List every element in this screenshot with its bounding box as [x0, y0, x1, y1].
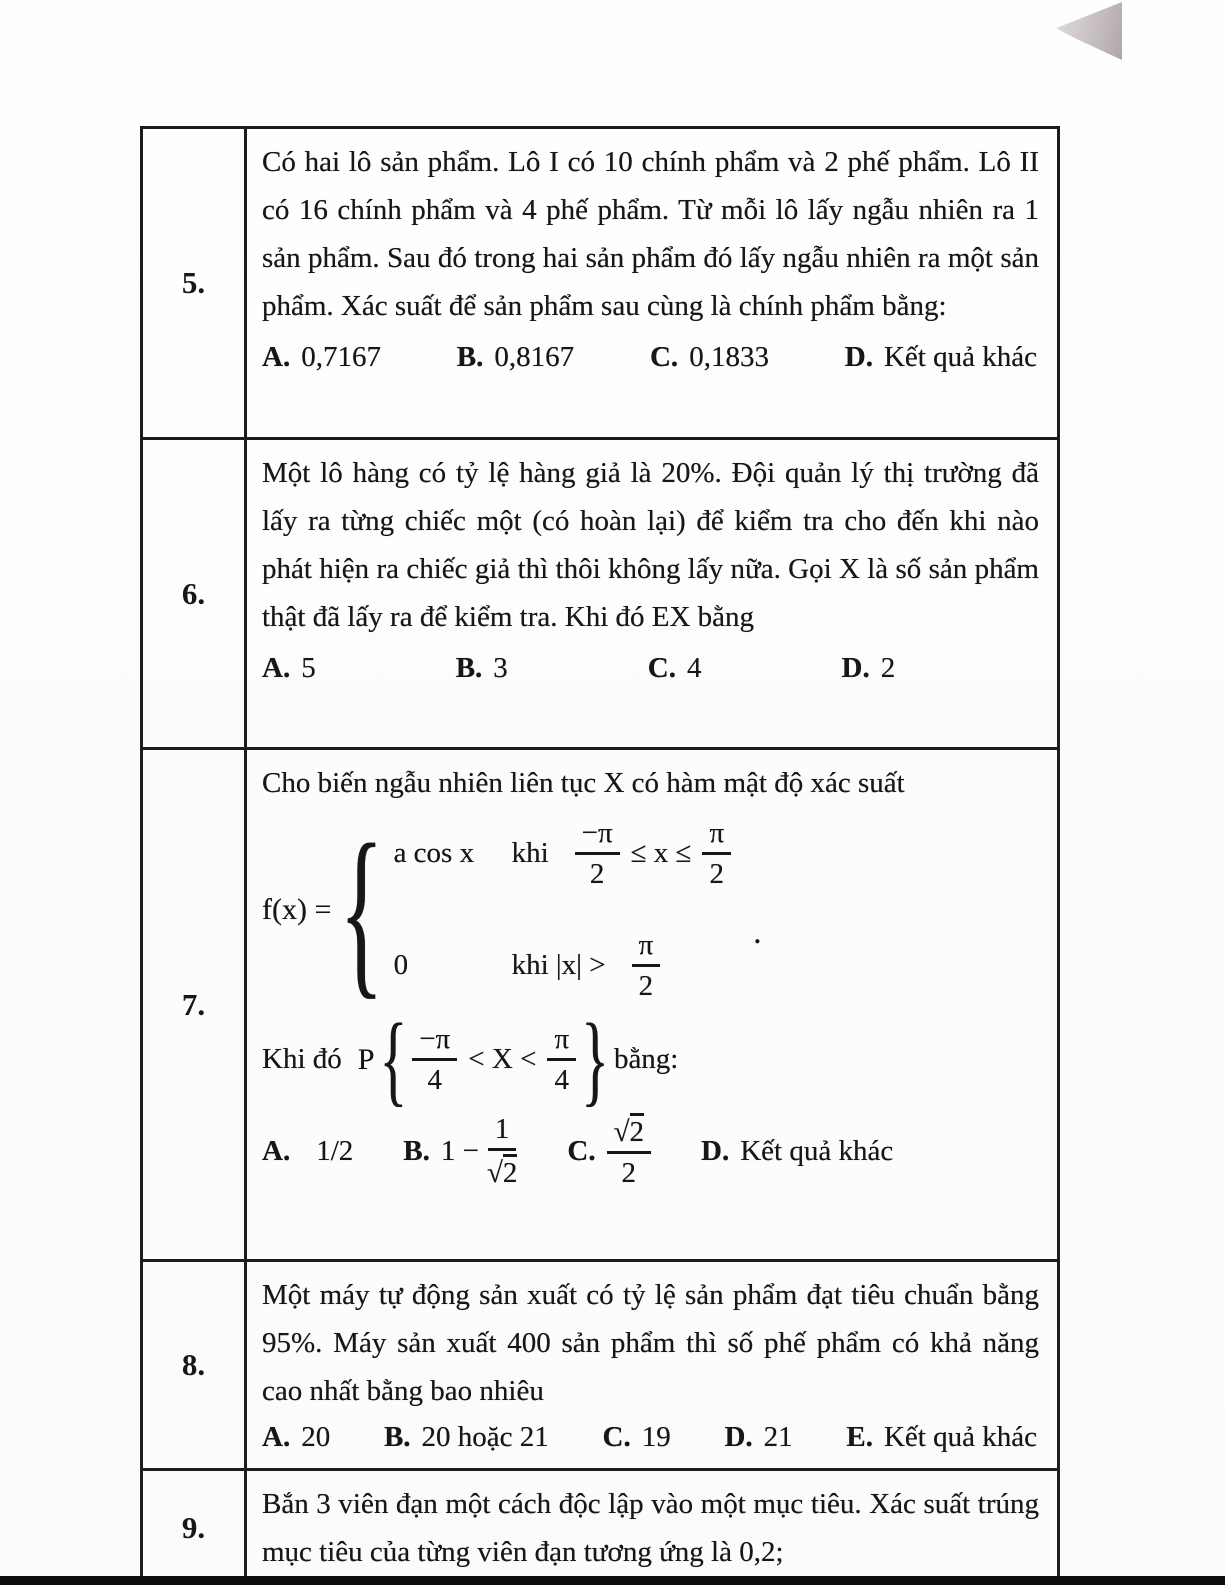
sqrt-expression: [614, 1113, 644, 1148]
fraction: [412, 1023, 457, 1097]
answer-text: 19: [641, 1421, 671, 1453]
answer-label: B.: [455, 652, 483, 684]
answer-label: C.: [567, 1134, 596, 1167]
answer-text: 0,1833: [689, 341, 769, 373]
question-number: 9.: [181, 1510, 206, 1545]
case-expression: a cos x: [393, 837, 475, 870]
answer-label: C.: [647, 652, 676, 684]
case-1: [394, 817, 732, 891]
question-content-cell: [247, 1471, 1057, 1585]
answer-label: B.: [383, 1421, 411, 1453]
answer-text: Kết quả khác: [740, 1134, 894, 1167]
formula-period: .: [753, 913, 762, 951]
answer-label: E.: [846, 1421, 873, 1453]
answer-option: [650, 341, 769, 374]
answer-label: B.: [456, 341, 484, 373]
fraction: [575, 817, 620, 891]
answer-option: [701, 1135, 893, 1168]
probability-expression: [262, 1002, 1039, 1116]
answer-label: D.: [701, 1134, 730, 1167]
fraction-numerator: π: [547, 1023, 576, 1061]
fraction-denominator: 4: [554, 1064, 570, 1097]
fraction-denominator: [487, 1151, 517, 1189]
fraction-numerator: −π: [575, 817, 620, 855]
question-table: [140, 126, 1060, 1585]
answer-option: [648, 652, 702, 685]
answer-text: 0,7167: [301, 341, 381, 373]
answer-option: [262, 652, 316, 685]
question-row-7: [143, 750, 1057, 1262]
fraction-denominator: 2: [709, 858, 725, 891]
question-body: Có hai lô sản phẩm. Lô I có 10 chính phẩm và 2 phế phẩm. Lô II có 16 chính phẩm và 4 phế phẩm. Từ mỗi lô lấy ngẫu nhiên ra 1 sản phẩm. Sau đó trong hai sản phẩm đó lấy ngẫu nhiên ra một sản phẩm. Xác suất để sản phẩm sau cùng là chính phẩm bằng:: [262, 146, 1039, 322]
close-brace: }: [581, 1002, 609, 1116]
answer-label: D.: [844, 341, 873, 373]
answer-text: 4: [687, 652, 702, 684]
question-row-6: [143, 440, 1057, 750]
prob-prefix: Khi đó: [262, 1043, 342, 1076]
case-2: [394, 929, 732, 1003]
answer-label: A.: [262, 1134, 291, 1167]
piecewise-density-formula: [262, 805, 1039, 1015]
fraction: [487, 1113, 517, 1190]
fraction-denominator: 4: [427, 1064, 443, 1097]
answer-label: A.: [262, 652, 291, 684]
question-row-8: [143, 1262, 1057, 1471]
answer-label: D.: [724, 1421, 753, 1453]
question-row-9: [143, 1471, 1057, 1585]
answer-option: [457, 341, 574, 374]
fraction-denominator: 2: [589, 858, 605, 891]
answer-label: A.: [262, 1421, 291, 1453]
fraction-denominator: 2: [621, 1157, 637, 1190]
formula-lhs: f(x) =: [262, 892, 332, 926]
case-brace: {: [339, 805, 384, 1015]
sqrt-expression: [487, 1154, 517, 1189]
answer-text: 5: [301, 652, 316, 684]
answer-row: [262, 1421, 1039, 1454]
question-content-cell: [247, 1262, 1057, 1468]
answer-option: [846, 1421, 1037, 1454]
answer-row: [262, 1113, 1039, 1190]
answer-option: [845, 341, 1037, 374]
question-content-cell: [247, 750, 1057, 1259]
fraction-numerator: π: [632, 929, 661, 967]
radicand: 2: [503, 1154, 518, 1189]
answer-option: [403, 1113, 517, 1190]
fraction-numerator: −π: [412, 1023, 457, 1061]
open-brace: {: [379, 1002, 408, 1116]
question-number-cell: [143, 1471, 247, 1585]
question-content-cell: [247, 440, 1057, 747]
fraction-numerator: π: [702, 817, 731, 855]
answer-label: B.: [403, 1134, 430, 1167]
answer-option: [567, 1113, 651, 1190]
question-row-5: [143, 129, 1057, 440]
fraction: [607, 1113, 651, 1190]
question-content-cell: [247, 129, 1057, 437]
answer-option: [603, 1421, 671, 1454]
answer-label: A.: [262, 341, 291, 373]
prob-symbol: P: [357, 1042, 375, 1076]
answer-option: [262, 341, 381, 374]
scan-bottom-edge-artifact: [0, 1576, 1225, 1585]
question-number: 7.: [181, 986, 206, 1022]
prob-suffix: bằng:: [613, 1043, 679, 1076]
fraction: [702, 817, 731, 891]
fraction: [632, 929, 661, 1003]
relation: ≤ x ≤: [630, 837, 692, 870]
answer-row: [262, 341, 1039, 374]
question-intro: Cho biến ngẫu nhiên liên tục X có hàm mật độ xác suất: [262, 767, 905, 799]
answer-text: 0,8167: [494, 341, 575, 373]
answer-option: [842, 652, 896, 685]
case-condition-word: khi |x| >: [511, 949, 606, 982]
answer-label: C.: [649, 341, 679, 373]
question-number: 6.: [181, 575, 206, 611]
case-expression: 0: [393, 949, 409, 982]
question-body: Một lô hàng có tỷ lệ hàng giả là 20%. Đội quản lý thị trường đã lấy ra từng chiếc một (có hoàn lại) để kiểm tra cho đến khi nào phát hiện ra chiếc giả thì thôi không lấy nữa. Gọi X là số sản phẩm thật đã lấy ra để kiểm tra. Khi đó EX bằng: [262, 457, 1039, 633]
question-number-cell: [143, 750, 247, 1259]
answer-text: 3: [493, 652, 508, 684]
case-condition-word: khi: [511, 837, 549, 870]
answer-option: [724, 1421, 792, 1454]
answer-text: Kết quả khác: [883, 341, 1037, 373]
relation: < X <: [468, 1043, 537, 1076]
answer-row: [262, 652, 1039, 685]
answer-option: [384, 1421, 549, 1454]
fraction-numerator: [607, 1113, 651, 1154]
question-number-cell: [143, 129, 247, 437]
question-number: 5.: [181, 265, 206, 300]
answer-label: C.: [602, 1421, 631, 1453]
question-body: Một máy tự động sản xuất có tỷ lệ sản phẩm đạt tiêu chuẩn bằng 95%. Máy sản xuất 400 sản phẩm thì số phế phẩm có khả năng cao nhất bằng bao nhiêu: [262, 1279, 1039, 1407]
answer-text: 21: [763, 1421, 793, 1453]
answer-text: 1 −: [440, 1134, 479, 1167]
answer-option: [456, 652, 508, 685]
radical-sign: √: [486, 1157, 503, 1190]
question-number-cell: [143, 1262, 247, 1468]
answer-text: 1/2: [316, 1134, 354, 1167]
radical-sign: √: [613, 1115, 630, 1148]
fraction: [547, 1023, 576, 1097]
answer-text: 20 hoặc 21: [421, 1421, 549, 1453]
answer-text: 20: [301, 1421, 331, 1453]
fraction-denominator: 2: [638, 970, 654, 1003]
answer-option: [262, 1135, 353, 1168]
fraction-numerator: 1: [488, 1113, 517, 1151]
question-number-cell: [143, 440, 247, 747]
radicand: 2: [630, 1113, 645, 1148]
question-body: Bắn 3 viên đạn một cách độc lập vào một mục tiêu. Xác suất trúng mục tiêu của từng viên đạn tương ứng là 0,2;: [262, 1488, 1039, 1568]
answer-text: 2: [880, 652, 896, 684]
answer-label: D.: [841, 652, 870, 684]
formula-cases: [394, 817, 732, 1003]
answer-text: Kết quả khác: [883, 1421, 1037, 1453]
question-number: 8.: [181, 1347, 206, 1382]
answer-option: [262, 1421, 330, 1454]
